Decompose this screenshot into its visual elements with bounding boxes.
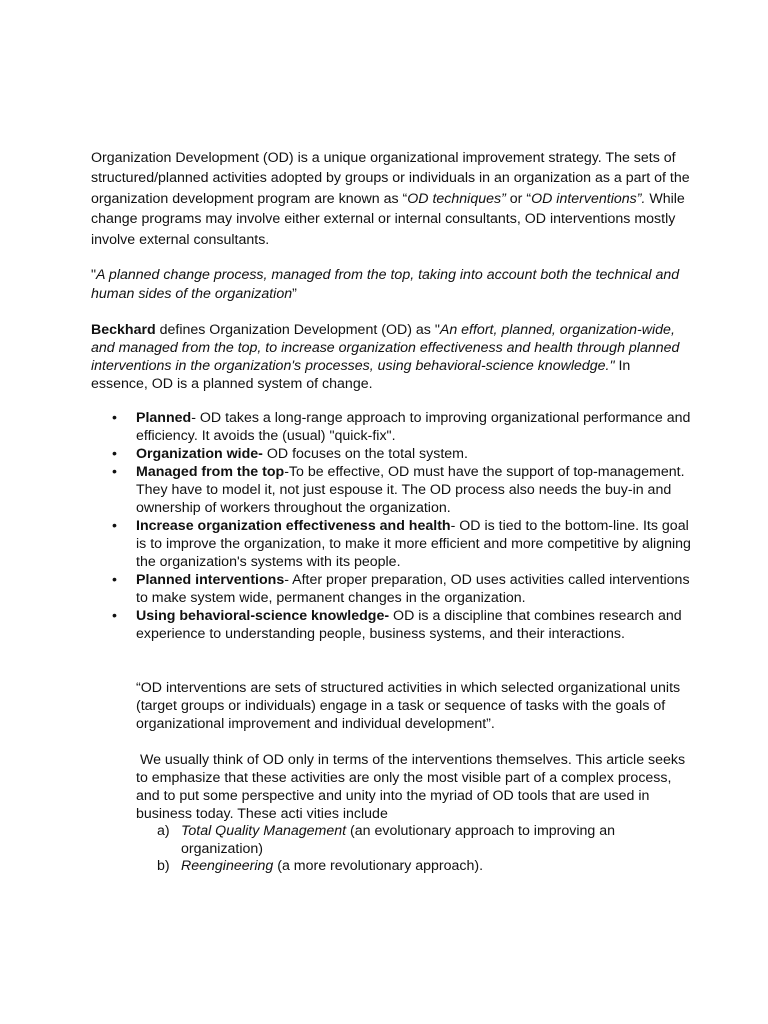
quote-close-mark: ” xyxy=(292,286,297,302)
planned-change-quote xyxy=(91,266,691,304)
list-item-text: - OD takes a long-range approach to improving organizational performance and efficiency. It avoids the (usual) "quick-fix". xyxy=(136,410,691,444)
list-item-title: Reengineering xyxy=(181,858,274,874)
list-item-text: - After proper preparation, OD uses activities called interventions to make system wide, permanent changes in the organization. xyxy=(136,572,690,606)
list-item-title: Using behavioral-science knowledge- xyxy=(136,608,390,624)
list-marker: a) xyxy=(157,823,170,839)
beckhard-paragraph xyxy=(91,321,691,393)
list-item-text: (a more revolutionary approach). xyxy=(273,858,484,874)
list-item-text: - OD is tied to the bottom-line. Its goal is to improve the organization, to make it more efficient and more competitive by aligning the organization's systems with its people. xyxy=(136,518,691,570)
beckhard-text-b: In essence, OD is a planned system of change. xyxy=(91,358,631,392)
interventions-definition-quote: “OD interventions are sets of structured activities in which selected organizational units (target groups or individuals) engage in a task or sequence of tasks with the goals of organizational improvement and individual development”. xyxy=(136,680,681,732)
list-item-text: OD is a discipline that combines research and experience to understanding people, business systems, and their interactions. xyxy=(136,608,682,642)
list-item xyxy=(136,858,696,876)
intro-text-a: Organization Development (OD) is a unique organizational improvement strategy. The sets of structured/planned activities adopted by groups or individuals in an organization as a part of the organization development program are known as “ xyxy=(91,150,690,207)
intro-text-b: or “ xyxy=(505,190,532,207)
intro-paragraph xyxy=(91,148,691,250)
list-item xyxy=(91,571,691,607)
list-item xyxy=(91,517,691,571)
bullet-icon: • xyxy=(112,446,117,462)
intro-italic-od-interventions: OD interventions”. xyxy=(531,190,646,207)
bullet-icon: • xyxy=(112,464,117,480)
quote-open-mark: " xyxy=(91,267,97,283)
list-item-text: OD focuses on the total system. xyxy=(262,446,468,462)
list-item-title: Total Quality Management xyxy=(181,823,347,839)
intro-text-c: While change programs may involve either external or internal consultants, OD interventions mostly involve external consultants. xyxy=(91,190,685,248)
beckhard-definition: An effort, planned, organization-wide, and managed from the top, to increase organization effectiveness and health through planned interventions in the organization's processes, using behavioral-science knowledge." xyxy=(91,322,680,374)
article-scope-paragraph: We usually think of OD only in terms of the interventions themselves. This article seeks to emphasize that these activities are only the most visible part of a complex process, and to put some perspective and unity into the myriad of OD tools that are used in business today. These acti vities include xyxy=(136,752,690,822)
beckhard-text-a: defines Organization Development (OD) as " xyxy=(155,322,440,338)
list-marker: b) xyxy=(157,858,170,874)
quote-italic-text: A planned change process, managed from the top, taking into account both the technical and human sides of the organization xyxy=(91,267,680,302)
activities-list xyxy=(136,823,696,876)
list-item-title: Organization wide- xyxy=(136,446,263,462)
bullet-icon: • xyxy=(112,572,117,588)
list-item xyxy=(91,409,691,445)
list-item-text: (an evolutionary approach to improving an organization) xyxy=(181,823,616,857)
list-item xyxy=(91,607,691,643)
list-item-title: Managed from the top xyxy=(136,464,285,480)
list-item-title: Increase organization effectiveness and health xyxy=(136,518,451,534)
bullet-icon: • xyxy=(112,608,117,624)
bullet-icon: • xyxy=(112,410,117,426)
list-item xyxy=(136,823,696,858)
intro-italic-od-techniques: OD techniques” xyxy=(407,190,506,207)
list-item-title: Planned xyxy=(136,410,192,426)
od-characteristics-list xyxy=(91,409,691,643)
list-item xyxy=(91,463,691,517)
beckhard-name: Beckhard xyxy=(91,322,156,338)
list-item-title: Planned interventions xyxy=(136,572,285,588)
list-item xyxy=(91,445,691,463)
list-item-text: -To be effective, OD must have the support of top-management. They have to model it, not just espouse it. The OD process also needs the buy-in and ownership of workers throughout the organization. xyxy=(136,464,685,516)
bullet-icon: • xyxy=(112,518,117,534)
